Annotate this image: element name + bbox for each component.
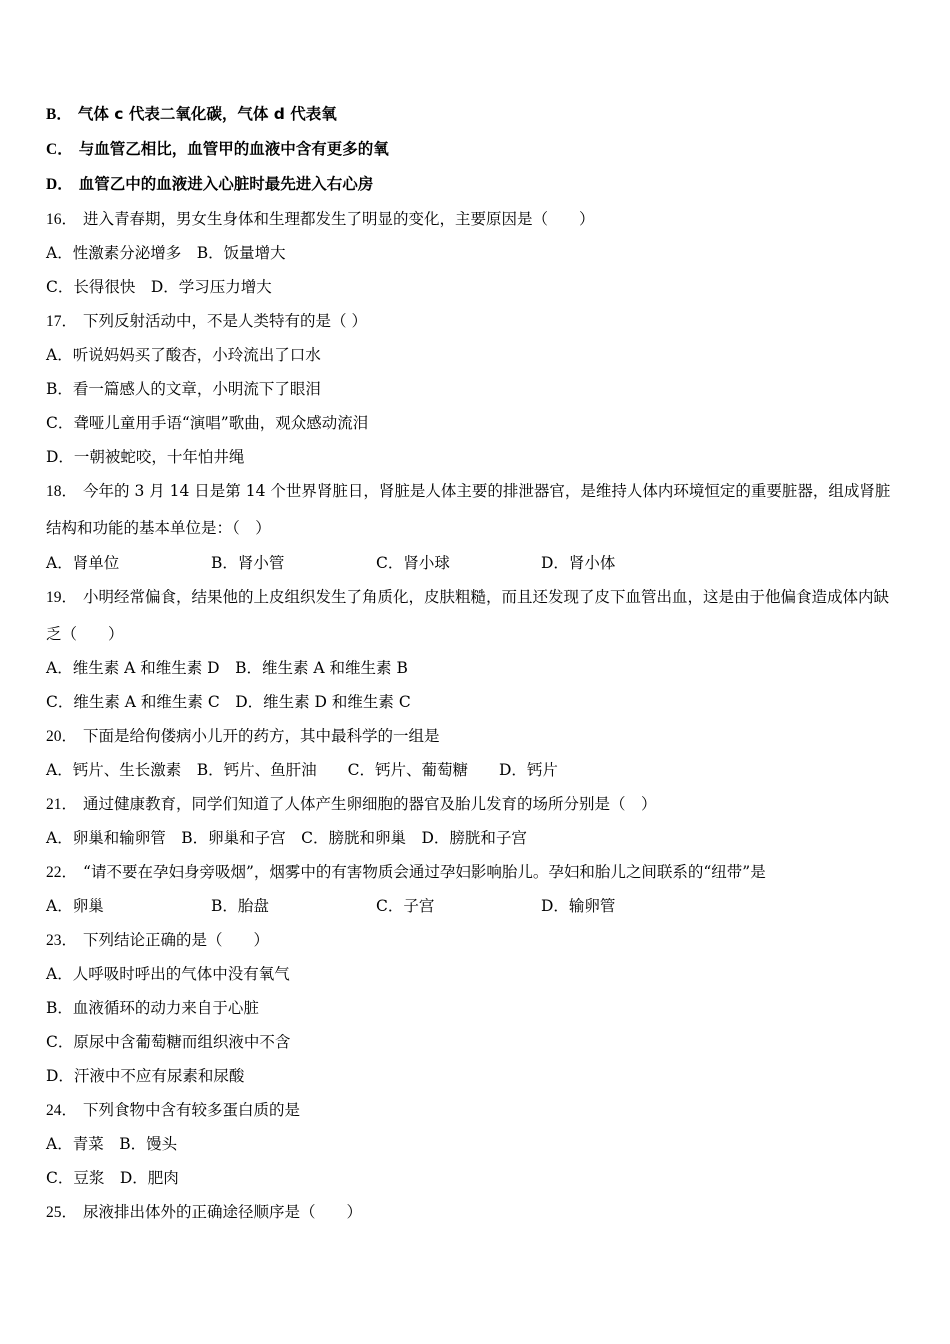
q24-options-row-1: A．青菜 B．馒头 [46,1135,178,1153]
q17-option-b: B．看一篇感人的文章，小明流下了眼泪 [46,380,321,398]
question-text: 下列食物中含有较多蛋白质的是 [83,1101,301,1119]
q17-option-a: A．听说妈妈买了酸杏，小玲流出了口水 [46,346,321,364]
question-text: 今年的 3 月 14 日是第 14 个世界肾脏日，肾脏是人体主要的排泄器官，是维持人体内环境恒定的重要脏器，组成肾脏结构和功能的基本单位是：（ ） [46,482,891,537]
question-number: 19． [46,589,78,606]
option-b: B．胎盘 [211,897,269,915]
question-text: 进入青春期，男女生身体和生理都发生了明显的变化，主要原因是（ ） [83,210,595,228]
option-text: 与血管乙相比，血管甲的血液中含有更多的氧 [78,140,389,158]
question-number: 21． [46,796,78,813]
q20-options-row-1: A．钙片、生长激素 B．钙片、鱼肝油 C．钙片、葡萄糖 D．钙片 [46,761,558,779]
question-number: 22． [46,864,78,881]
q19-options-row-2: C．维生素 A 和维生素 C D．维生素 D 和维生素 C [46,693,411,711]
q23-option-d: D．汗液中不应有尿素和尿酸 [46,1067,245,1085]
q23-option-a: A．人呼吸时呼出的气体中没有氧气 [46,965,290,983]
q25-stem [46,1202,362,1223]
question-number: 23． [46,932,78,949]
option-c: C．肾小球 [376,554,450,572]
option-b: B．肾小管 [211,554,285,572]
question-text: 下列反射活动中，不是人类特有的是（ ） [83,312,367,330]
q18-options [46,553,706,573]
q23-stem [46,930,269,951]
q23-option-b: B．血液循环的动力来自于心脏 [46,999,259,1017]
question-number: 20． [46,728,78,745]
question-number: 17． [46,313,78,330]
q24-options-row-2: C．豆浆 D．肥肉 [46,1169,179,1187]
q17-stem [46,311,367,332]
option-text: 血管乙中的血液进入心脏时最先进入右心房 [78,175,374,193]
q18-stem [46,473,904,546]
option-a: A．卵巢 [46,897,104,915]
q22-options [46,896,706,916]
q22-stem [46,862,766,883]
q24-stem [46,1100,300,1121]
option-d: D．输卵管 [541,897,616,915]
question-text: 下面是给佝偻病小儿开的药方，其中最科学的一组是 [83,727,440,745]
question-text: 下列结论正确的是（ ） [83,931,270,949]
question-number: 24． [46,1102,78,1119]
q16-stem [46,209,595,230]
q15-option-c [46,139,389,160]
question-text: 小明经常偏食，结果他的上皮组织发生了角质化，皮肤粗糙，而且还发现了皮下血管出血，这是由于他偏食造成体内缺乏（ ） [46,588,890,643]
question-number: 16． [46,211,78,228]
option-c: C．子宫 [376,897,435,915]
q19-stem [46,579,904,652]
q21-options-row-1: A．卵巢和输卵管 B．卵巢和子宫 C．膀胱和卵巢 D．膀胱和子宫 [46,829,527,847]
q21-stem [46,794,657,815]
q15-option-b [46,104,337,125]
q20-stem [46,726,440,747]
q16-options-row-2: C．长得很快 D．学习压力增大 [46,278,272,296]
option-d: D．肾小体 [541,554,616,572]
question-number: 18． [46,483,78,500]
q17-option-d: D．一朝被蛇咬，十年怕井绳 [46,448,245,466]
q19-options-row-1: A．维生素 A 和维生素 D B．维生素 A 和维生素 B [46,659,408,677]
option-a: A．肾单位 [46,554,120,572]
q23-option-c: C．原尿中含葡萄糖而组织液中不含 [46,1033,291,1051]
option-label: B． [46,106,72,123]
q17-option-c: C．聋哑儿童用手语“演唱”歌曲，观众感动流泪 [46,414,369,432]
question-text: 通过健康教育，同学们知道了人体产生卵细胞的器官及胎儿发育的场所分别是（ ） [83,795,657,813]
q16-options-row-1: A．性激素分泌增多 B．饭量增大 [46,244,286,262]
option-label: D． [46,176,73,193]
option-text: 气体 c 代表二氧化碳，气体 d 代表氧 [77,105,337,123]
question-text: “请不要在孕妇身旁吸烟”，烟雾中的有害物质会通过孕妇影响胎儿。孕妇和胎儿之间联系的“纽带”是 [83,863,766,881]
question-number: 25． [46,1204,78,1221]
q15-option-d [46,174,373,195]
option-label: C． [46,141,73,158]
question-text: 尿液排出体外的正确途径顺序是（ ） [83,1203,363,1221]
